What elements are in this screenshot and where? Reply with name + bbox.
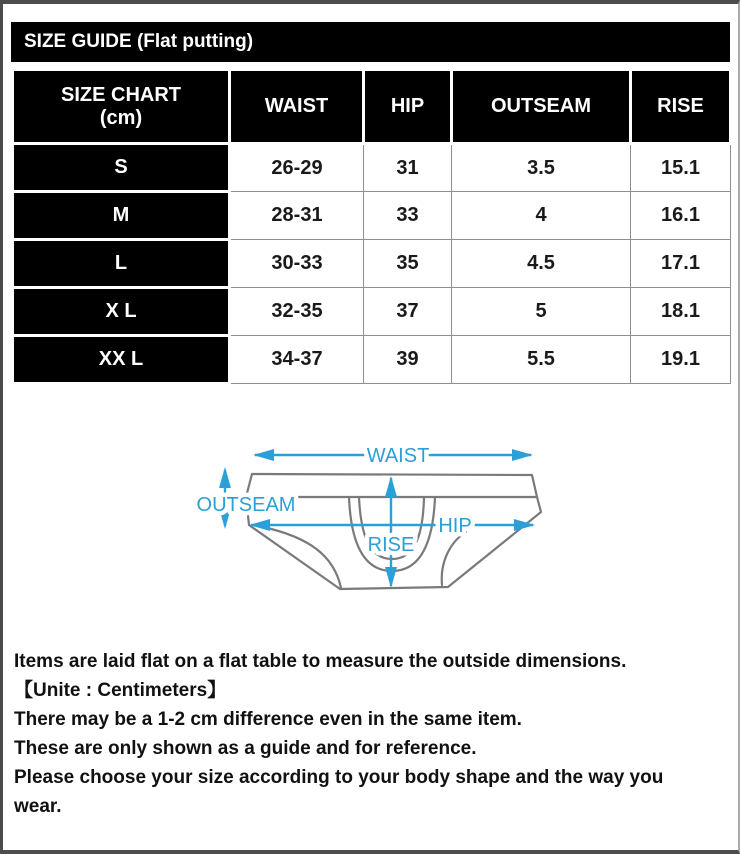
table-row — [13, 240, 731, 288]
note-line: 【Unite : Centimeters】 — [14, 680, 227, 701]
column-header-rise: RISE — [631, 70, 731, 144]
rise-cell: 17.1 — [631, 240, 731, 288]
size-chart-label-line2: (cm) — [99, 106, 143, 129]
size-cell: L — [13, 240, 230, 288]
column-header-hip: HIP — [364, 70, 452, 144]
hip-cell: 39 — [364, 336, 452, 384]
hip-cell: 35 — [364, 240, 452, 288]
waist-cell: 32-35 — [230, 288, 364, 336]
table-header-row — [13, 70, 731, 144]
note-line: wear. — [14, 796, 62, 817]
outseam-label: OUTSEAM — [196, 494, 296, 516]
size-cell: XX L — [13, 336, 230, 384]
left-leg-opening — [263, 527, 341, 588]
rise-arrowhead-up — [385, 476, 397, 497]
measurement-diagram — [3, 385, 740, 613]
column-header-waist: WAIST — [230, 70, 364, 144]
note-line: Please choose your size according to your body shape and the way you — [14, 767, 664, 788]
outseam-cell: 5 — [452, 288, 631, 336]
waist-label: WAIST — [366, 445, 430, 467]
hip-label: HIP — [438, 515, 472, 537]
hip-arrowhead-right — [514, 519, 535, 531]
outseam-cell: 5.5 — [452, 336, 631, 384]
note-line: There may be a 1-2 cm difference even in the same item. — [14, 709, 522, 730]
hip-cell: 37 — [364, 288, 452, 336]
outseam-cell: 4.5 — [452, 240, 631, 288]
rise-cell: 16.1 — [631, 192, 731, 240]
size-cell: M — [13, 192, 230, 240]
outseam-arrowhead-up — [219, 467, 231, 488]
waist-arrowhead-right — [512, 449, 533, 461]
note-line: These are only shown as a guide and for reference. — [14, 738, 477, 759]
waist-cell: 30-33 — [230, 240, 364, 288]
waist-arrowhead-left — [253, 449, 274, 461]
rise-cell: 19.1 — [631, 336, 731, 384]
hip-cell: 31 — [364, 144, 452, 192]
table-row — [13, 288, 731, 336]
size-table — [11, 68, 732, 385]
outseam-cell: 3.5 — [452, 144, 631, 192]
column-header-size-chart — [13, 70, 230, 144]
measurement-notes — [14, 647, 727, 821]
hip-cell: 33 — [364, 192, 452, 240]
note-line: Items are laid flat on a flat table to measure the outside dimensions. — [14, 651, 627, 672]
right-leg-opening — [442, 532, 466, 585]
waist-cell: 34-37 — [230, 336, 364, 384]
table-row — [13, 336, 731, 384]
table-row — [13, 144, 731, 192]
page-title: SIZE GUIDE (Flat putting) — [24, 31, 254, 52]
column-header-outseam: OUTSEAM — [452, 70, 631, 144]
rise-cell: 18.1 — [631, 288, 731, 336]
table-row — [13, 192, 731, 240]
waist-cell: 28-31 — [230, 192, 364, 240]
title-bar — [11, 22, 730, 62]
rise-cell: 15.1 — [631, 144, 731, 192]
rise-arrowhead-down — [385, 567, 397, 588]
outseam-cell: 4 — [452, 192, 631, 240]
hip-arrowhead-left — [249, 519, 270, 531]
waist-cell: 26-29 — [230, 144, 364, 192]
size-chart-label-line1: SIZE CHART — [61, 83, 181, 106]
size-cell: S — [13, 144, 230, 192]
size-cell: X L — [13, 288, 230, 336]
rise-label: RISE — [367, 534, 415, 556]
